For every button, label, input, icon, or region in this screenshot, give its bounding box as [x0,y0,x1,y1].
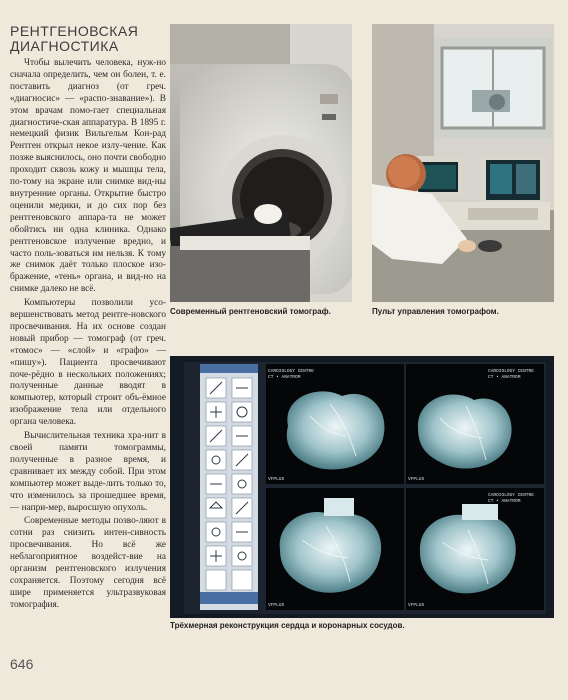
screen-label-6: VFPLUS [408,477,425,482]
paragraph-4: Современные методы позво-ляют в сотни раз снизить интен-сивность просвечивания. Но всё же неблагоприятное воздейст-вие на организм рентгеновского излучения сохраняется. Поэтому сегодня всё шире применяется ультразвуковая томография. [10,516,166,610]
heart-caption: Трёхмерная реконструкция сердца и коронарных сосудов. [170,621,405,630]
screen-label-3: CARDIOLOGY CENTRE [488,369,534,374]
section-heading [10,24,160,54]
screen-label-5: VFPLUS [268,477,285,482]
body-text-column [10,58,166,614]
screen-label-8: CT • ANATROM [488,499,521,504]
screen-label-10: VFPLUS [408,603,425,608]
paragraph-2: Компьютеры позволили усо-вершенствовать метод рентге-новского просвечивания. На их основе создан новый прибор — томограф (от греч. «томос» — «слой» и «графо» — «пишу»). Пациента просвечивают поче-рёдно в нескольких положениях; полученные данные вводят в компьютер, который строит объ-ёмное изображение тела или отдельного органа человека. [10,298,166,428]
screen-label-9: VFPLUS [268,603,285,608]
paragraph-3: Вычислительная техника хра-нит в своей памяти томограммы, полученные в разное время, и сравнивает их между собой. При этом компьютер может выде-лить только то, что изменилось за прошедшее время, — напри-мер, выросшую опухоль. [10,431,166,513]
screen-label-1: CARDIOLOGY CENTRE [268,369,314,374]
heading-line-1: РЕНТГЕНОВСКАЯ [10,23,139,39]
console-photo [372,24,554,302]
screen-label-2: CT • ANATROM [268,375,301,380]
tomograph-photo [170,24,352,302]
screen-label-7: CARDIOLOGY CENTRE [488,493,534,498]
screen-label-4: CT • ANATROM [488,375,521,380]
console-caption: Пульт управления томографом. [372,307,499,316]
tomograph-caption: Современный рентгеновский томограф. [170,307,331,316]
page-number: 646 [10,656,34,672]
paragraph-1: Чтобы вылечить человека, нуж-но сначала определить, чем он болен, т. е. поставить диагноз (от греч. «диагносис» — «распо-знавание»). В этом врачам помо-гает специальная диагностиче-ская аппаратура. В 1895 г. немецкий физик Вильгельм Кон-рад Рентген открыл некое излу-чение. Как позже выяснилось, оно почти свободно проходит сквозь кожу и мышцы тела, по-тому на экране или снимке вид-ны внутренние органы. Открытие быстро оценили медики, и до сих пор без рентгеновского аппара-та не может обойтись ни одна клиника. Однако рентгеновское излучение вредно, и часто поль-зоваться им нельзя. К тому же снимок даёт только плоское изо-бражение, «тень» органа, и вид-но на снимке далеко не всё. [10,58,166,295]
heading-line-2: ДИАГНОСТИКА [10,38,119,54]
heart-reconstruction-photo [170,356,554,618]
